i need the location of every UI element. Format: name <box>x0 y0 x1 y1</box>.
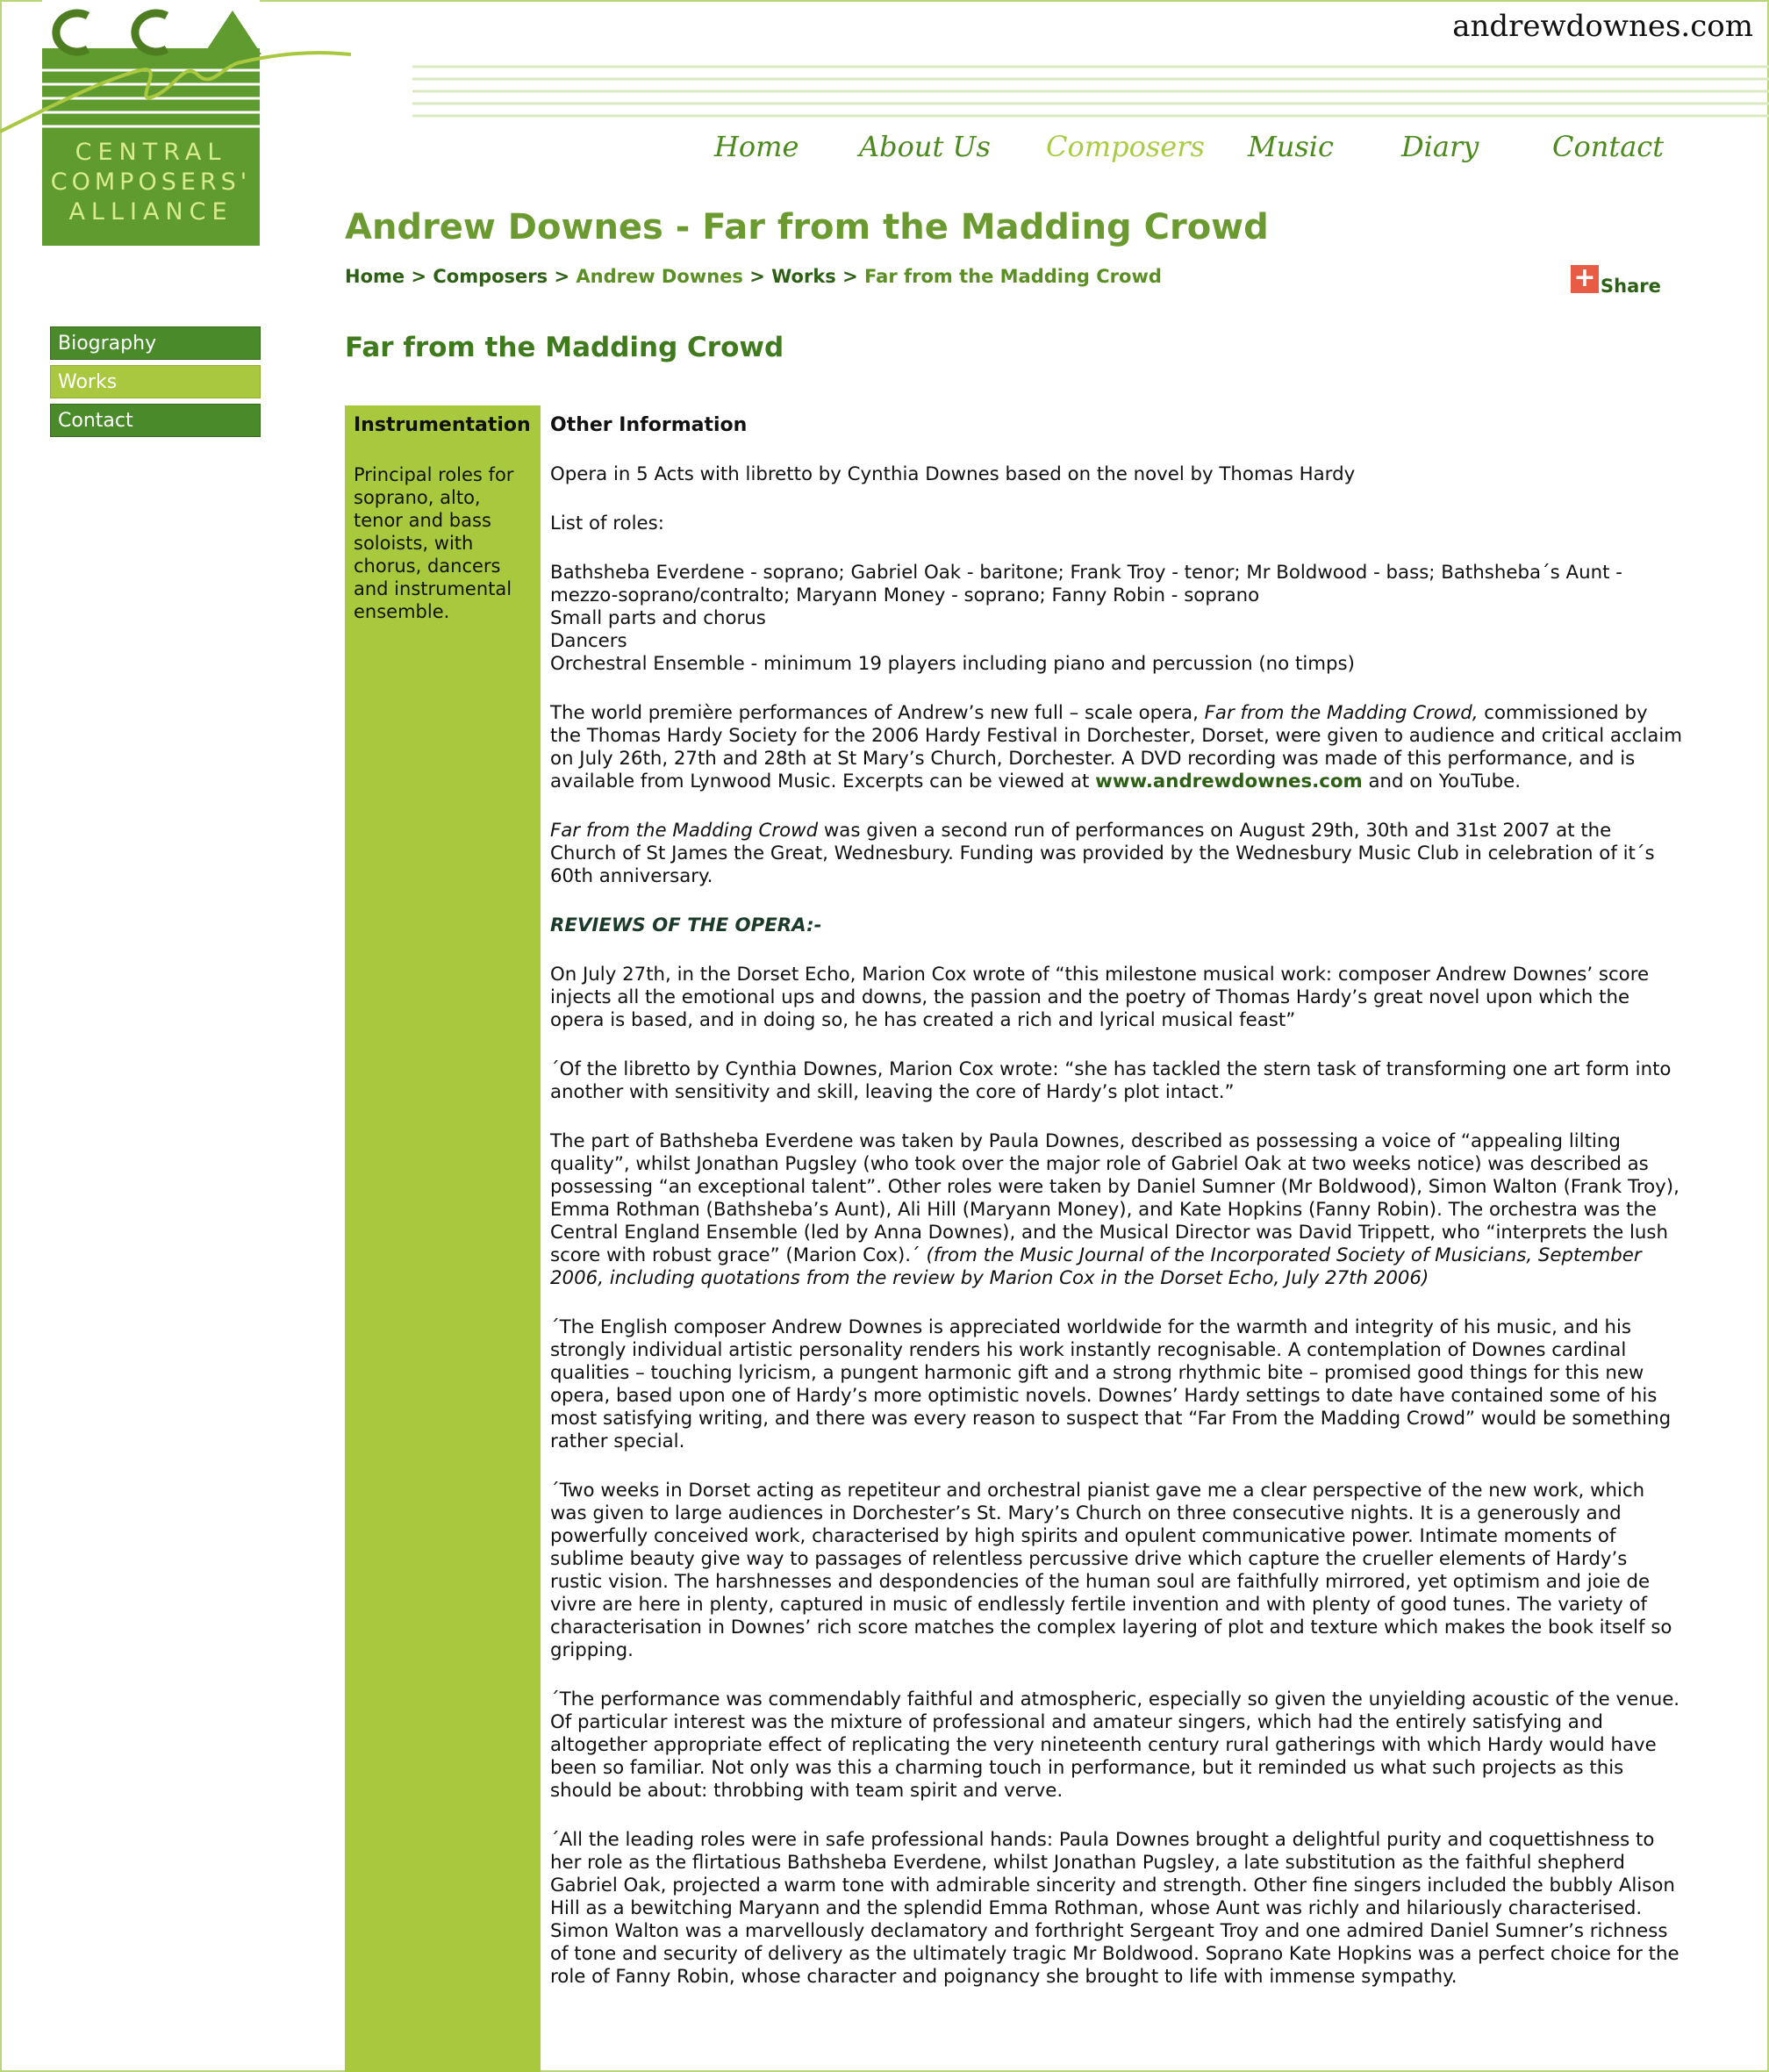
breadcrumb-current: Far from the Madding Crowd <box>864 266 1162 287</box>
roles-list <box>550 562 1682 676</box>
review-performance: ´The performance was commendably faithful and atmospheric, especially so given the unyielding acoustic of the venue. Of particular interest was the mixture of professional and amateur singers, which had the entirely satisfying and altogether appropriate effect of replicating the very nineteenth century rural gatherings with which Hardy would have been so familiar. Not only was this a charming touch in performance, but it reminded us what such projects as this should be about: throbbing with team spirit and verve. <box>550 1688 1680 1802</box>
roles-orchestra: Orchestral Ensemble - minimum 19 players including piano and percussion (no timps) <box>550 653 1355 675</box>
review-cast-source: (from the Music Journal of the Incorporated Society of Musicians, September 2006, including quotations from the review by Marion Cox in the Dorset Echo, July 27th 2006) <box>550 1244 1642 1289</box>
logo-text-line-1: CENTRAL <box>75 139 227 166</box>
site-url: andrewdownes.com <box>1452 9 1753 44</box>
roles-principal: Bathsheba Everdene - soprano; Gabriel Oak - baritone; Frank Troy - tenor; Mr Boldwood - bass; Bathsheba´s Aunt - mezzo-soprano/contralto; Maryann Money - soprano; Fanny Robin - soprano <box>550 562 1622 606</box>
nav-home[interactable]: Home <box>714 130 799 163</box>
nav-composers[interactable]: Composers <box>1046 130 1205 163</box>
logo-text-line-2: COMPOSERS' <box>50 168 252 196</box>
sidebar-item-biography[interactable]: Biography <box>50 326 261 360</box>
section-title: Far from the Madding Crowd <box>345 332 784 363</box>
breadcrumb-separator: > <box>554 266 570 287</box>
second-run-text: was given a second run of performances on August 29th, 30th and 31st 2007 at the Church of St James the Great, Wednesbury. Funding was provided by the Wednesbury Music Club in celebration of it´s 60th anniversary. <box>550 820 1655 887</box>
second-run-opera-title: Far from the Madding Crowd <box>550 820 819 842</box>
sidebar <box>50 326 261 442</box>
sidebar-item-works[interactable]: Works <box>50 365 261 398</box>
instrumentation-heading: Instrumentation <box>354 414 531 436</box>
nav-music[interactable]: Music <box>1248 130 1334 163</box>
review-cast-text: The part of Bathsheba Everdene was taken by Paula Downes, described as possessing a voice of “appealing lilting quality”, whilst Jonathan Pugsley (who took over the major role of Gabriel Oak at two weeks notice) was described as possessing “an exceptional talent”. Other roles were taken by Daniel Sumner (Mr Boldwood), Simon Walton (Frank Troy), Emma Rothman (Bathsheba’s Aunt), Ali Hill (Maryann Money), and Kate Hopkins (Fanny Robin). The orchestra was the Central England Ensemble (led by Anna Downes), and the Musical Director was David Trippett, who “interprets the lush score with robust grace” (Marion Cox).´ <box>550 1130 1679 1266</box>
breadcrumb <box>345 266 1162 287</box>
nav-about-us[interactable]: About Us <box>859 130 991 163</box>
roles-dancers: Dancers <box>550 630 627 652</box>
breadcrumb-home[interactable]: Home <box>345 266 405 287</box>
plus-icon: + <box>1571 265 1599 293</box>
andrewdownes-link[interactable]: www.andrewdownes.com <box>1095 771 1363 792</box>
review-leading-roles: ´All the leading roles were in safe professional hands: Paula Downes brought a delightful purity and coquettishness to her role as the flirtatious Bathsheba Everdene, whilst Jonathan Pugsley, a late substitution as the faithful shepherd Gabriel Oak, projected a warm tone with admirable sincerity and strength. Other fine singers included the bubbly Alison Hill as a bewitching Maryann and the splendid Emma Rothman, whose Aunt was richly and hilariously characterised. Simon Walton was a marvellously declamatory and forthright Sergeant Troy and one admired Daniel Sumner’s richness of tone and security of delivery as the ultimately tragic Mr Boldwood. Soprano Kate Hopkins was a perfect choice for the role of Fanny Robin, whose character and poignancy she brought to life with immense sympathy. <box>550 1829 1679 1988</box>
review-dorset-repetiteur: ´Two weeks in Dorset acting as repetiteur and orchestral pianist gave me a clear perspective of the new work, which was given to large audiences in Dorchester’s St. Mary’s Church on three consecutive nights. It is a generously and powerfully conceived work, characterised by high spirits and opulent communicative power. Intimate moments of sublime beauty give way to passages of relentless percussive drive which capture the crueller elements of Hardy’s rustic vision. The harshnesses and despondencies of the human soul are faithfully mirrored, yet optimism and joie de vivre are here in plenty, captured in music of endlessly fertile invention and with plenty of good tunes. The variety of characterisation in Downes’ rich score matches the complex layering of plot and texture which makes the book itself so gripping. <box>550 1480 1672 1661</box>
breadcrumb-separator: > <box>749 266 765 287</box>
breadcrumb-separator: > <box>842 266 858 287</box>
premiere-paragraph <box>550 702 1682 793</box>
share-label: Share <box>1601 276 1661 297</box>
breadcrumb-andrew-downes[interactable]: Andrew Downes <box>576 266 743 287</box>
premiere-opera-title: Far from the Madding Crowd, <box>1204 702 1479 724</box>
review-dorset-echo: On July 27th, in the Dorset Echo, Marion Cox wrote of “this milestone musical work: composer Andrew Downes’ score injects all the emotional ups and downs, the passion and the poetry of Thomas Hardy’s great novel upon which the opera is based, and in doing so, he has created a rich and lyrical musical feast” <box>550 964 1650 1031</box>
instrumentation-column <box>345 405 541 2072</box>
nav-contact[interactable]: Contact <box>1552 130 1665 163</box>
instrumentation-text: Principal roles for soprano, alto, tenor and bass soloists, with chorus, dancers and instrumental ensemble. <box>354 464 514 622</box>
nav-diary[interactable]: Diary <box>1401 130 1479 163</box>
roles-small-parts: Small parts and chorus <box>550 607 766 629</box>
cca-logo[interactable] <box>0 0 351 250</box>
reviews-heading: REVIEWS OF THE OPERA:- <box>550 914 822 936</box>
sidebar-item-contact[interactable]: Contact <box>50 404 261 437</box>
logo-text-line-3: ALLIANCE <box>68 198 233 226</box>
review-libretto: ´Of the libretto by Cynthia Downes, Marion Cox wrote: “she has tackled the stern task of transforming one art form into another with sensitivity and skill, leaving the core of Hardy’s plot intact.” <box>550 1058 1672 1103</box>
breadcrumb-separator: > <box>411 266 427 287</box>
share-button[interactable] <box>1571 262 1661 297</box>
other-information-heading: Other Information <box>550 414 748 436</box>
breadcrumb-works[interactable]: Works <box>771 266 836 287</box>
premiere-text: and on YouTube. <box>1362 771 1521 792</box>
premiere-text: commissioned by the Thomas Hardy Society for the 2006 Hardy Festival in Dorchester, Dorset, were given to audience and critical acclaim on July 26th, 27th and 28th at St Mary’s Church, Dorchester. A DVD recording was made of this performance, and is available from Lynwood Music. Excerpts can be viewed at <box>550 702 1682 792</box>
second-run-paragraph <box>550 820 1682 888</box>
page-title: Andrew Downes - Far from the Madding Crowd <box>345 207 1269 247</box>
review-cast <box>550 1130 1682 1290</box>
opera-intro: Opera in 5 Acts with libretto by Cynthia Downes based on the novel by Thomas Hardy <box>550 463 1356 485</box>
review-composer: ´The English composer Andrew Downes is appreciated worldwide for the warmth and integrity of his music, and his strongly individual artistic personality renders his work instantly recognisable. A contemplation of Downes cardinal qualities – touching lyricism, a pungent harmonic gift and a strong rhythmic bite – promised good things for this new opera, based upon one of Hardy’s more optimistic novels. Downes’ Hardy settings to date have contained some of his most satisfying writing, and there was every reason to suspect that “Far From the Madding Crowd” would be something rather special. <box>550 1316 1672 1452</box>
breadcrumb-composers[interactable]: Composers <box>433 266 548 287</box>
other-information-body <box>550 463 1682 2015</box>
roles-label: List of roles: <box>550 513 664 534</box>
header-decorative-lines <box>412 63 1769 126</box>
premiere-text: The world première performances of Andrew’s new full – scale opera, <box>550 702 1205 724</box>
